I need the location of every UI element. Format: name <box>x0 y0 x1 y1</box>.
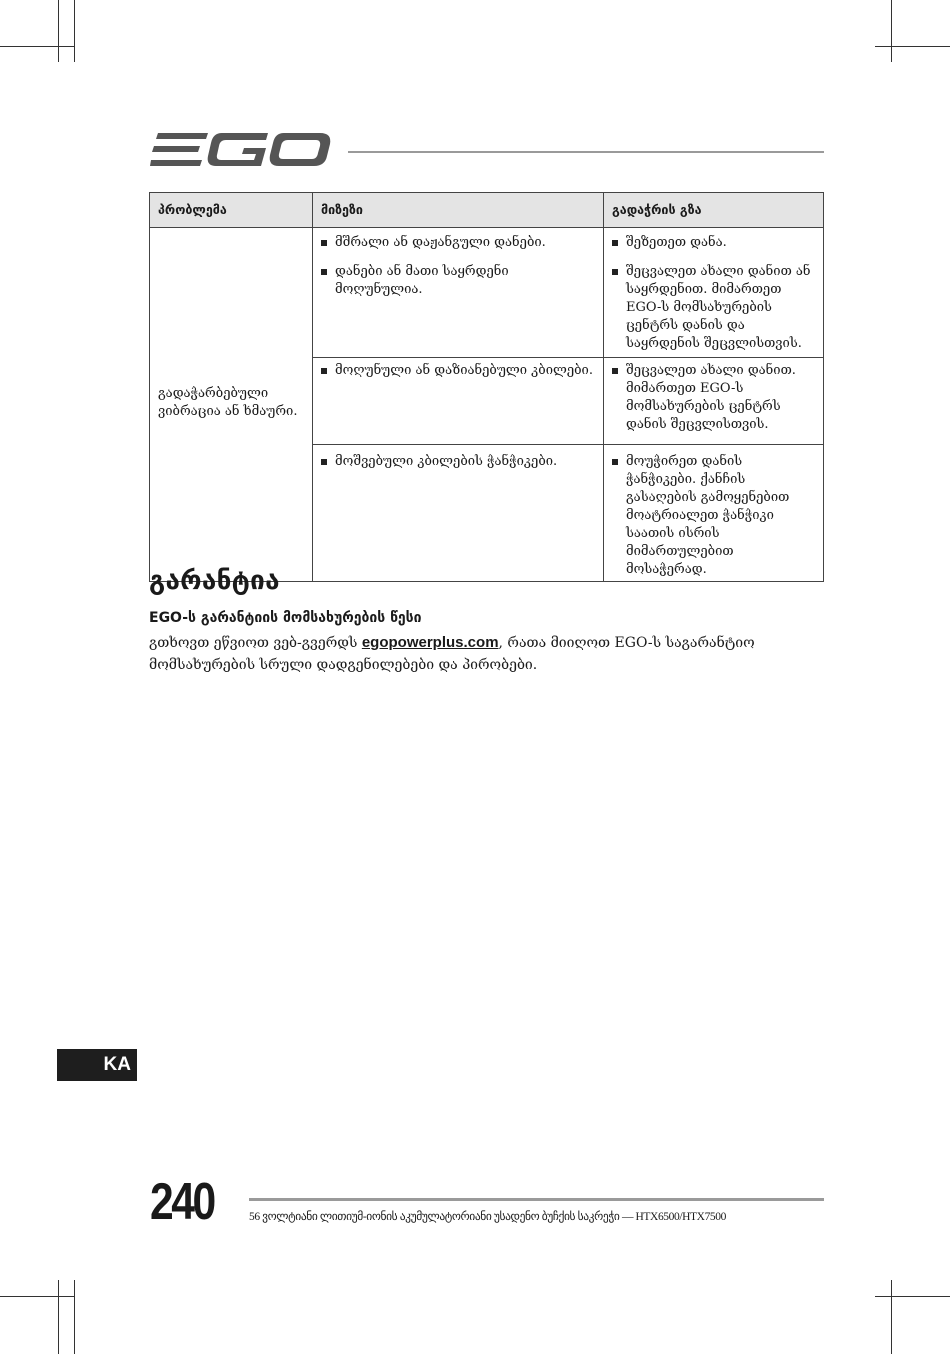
page-number: 240 <box>150 1173 214 1231</box>
ego-logo <box>150 128 332 172</box>
column-header-solution: გადაჭრის გზა <box>604 193 824 228</box>
solution-item: შეზეთეთ დანა. <box>612 234 815 252</box>
solution-cell <box>604 228 824 358</box>
problem-cell: გადაჭარბებული ვიბრაცია ან ხმაური. <box>150 228 313 582</box>
crop-mark <box>0 46 75 47</box>
language-tab: KA <box>57 1049 137 1081</box>
cause-cell <box>313 228 604 358</box>
cause-cell <box>313 445 604 582</box>
warranty-link[interactable]: egopowerplus.com <box>361 634 499 651</box>
header-rule <box>348 151 824 153</box>
solution-item: შეცვალეთ ახალი დანით. მიმართეთ EGO-ს მომსახურების ცენტრს დანის შეცვლისთვის. <box>612 362 815 434</box>
footer-rule <box>249 1198 824 1201</box>
crop-mark <box>891 1280 892 1354</box>
solution-cell <box>604 445 824 582</box>
warranty-text-after: , რათა მიიღოთ EGO-ს საგარანტიო მომსახურების სრული დადგენილებები და პირობები. <box>149 635 755 673</box>
solution-cell <box>604 358 824 445</box>
table-row <box>150 228 824 358</box>
crop-mark <box>0 1296 75 1297</box>
crop-mark <box>875 46 950 47</box>
table-header-row <box>150 193 824 228</box>
cause-cell <box>313 358 604 445</box>
crop-mark <box>74 0 75 62</box>
crop-mark <box>875 1296 950 1297</box>
cause-item: დანები ან მათი საყრდენი მოღუნულია. <box>321 263 595 299</box>
warranty-title: გარანტია <box>149 566 280 596</box>
solution-item: მოუჭირეთ დანის ჭანჭიკები. ქანჩის გასაღების გამოყენებით მოატრიალეთ ჭანჭიკი საათის ისრის მიმართულებით მოსაჭერად. <box>612 453 815 579</box>
footer-text: 56 ვოლტიანი ლითიუმ-იონის აკუმულატორიანი უსადენო ბუჩქის საკრეჭი — HTX6500/HTX7500 <box>249 1211 726 1223</box>
warranty-text-before: გთხოვთ ეწვიოთ ვებ-გვერდს <box>149 635 362 651</box>
solution-item: შეცვალეთ ახალი დანით ან საყრდენით. მიმართეთ EGO-ს მომსახურების ცენტრს დანის და საყრდენის შეცვლისთვის. <box>612 263 815 353</box>
crop-mark <box>58 1280 59 1354</box>
column-header-cause: მიზეზი <box>313 193 604 228</box>
crop-mark <box>58 0 59 62</box>
crop-mark <box>74 1280 75 1354</box>
column-header-problem: პრობლემა <box>150 193 313 228</box>
warranty-body <box>149 632 789 676</box>
cause-item: მოშვებული კბილების ჭანჭიკები. <box>321 453 595 471</box>
cause-item: მოღუნული ან დაზიანებული კბილები. <box>321 362 595 380</box>
cause-item: მშრალი ან დაჟანგული დანები. <box>321 234 595 252</box>
crop-mark <box>891 0 892 62</box>
troubleshooting-table <box>149 192 824 582</box>
warranty-subtitle: EGO-ს გარანტიის მომსახურების წესი <box>149 610 422 626</box>
